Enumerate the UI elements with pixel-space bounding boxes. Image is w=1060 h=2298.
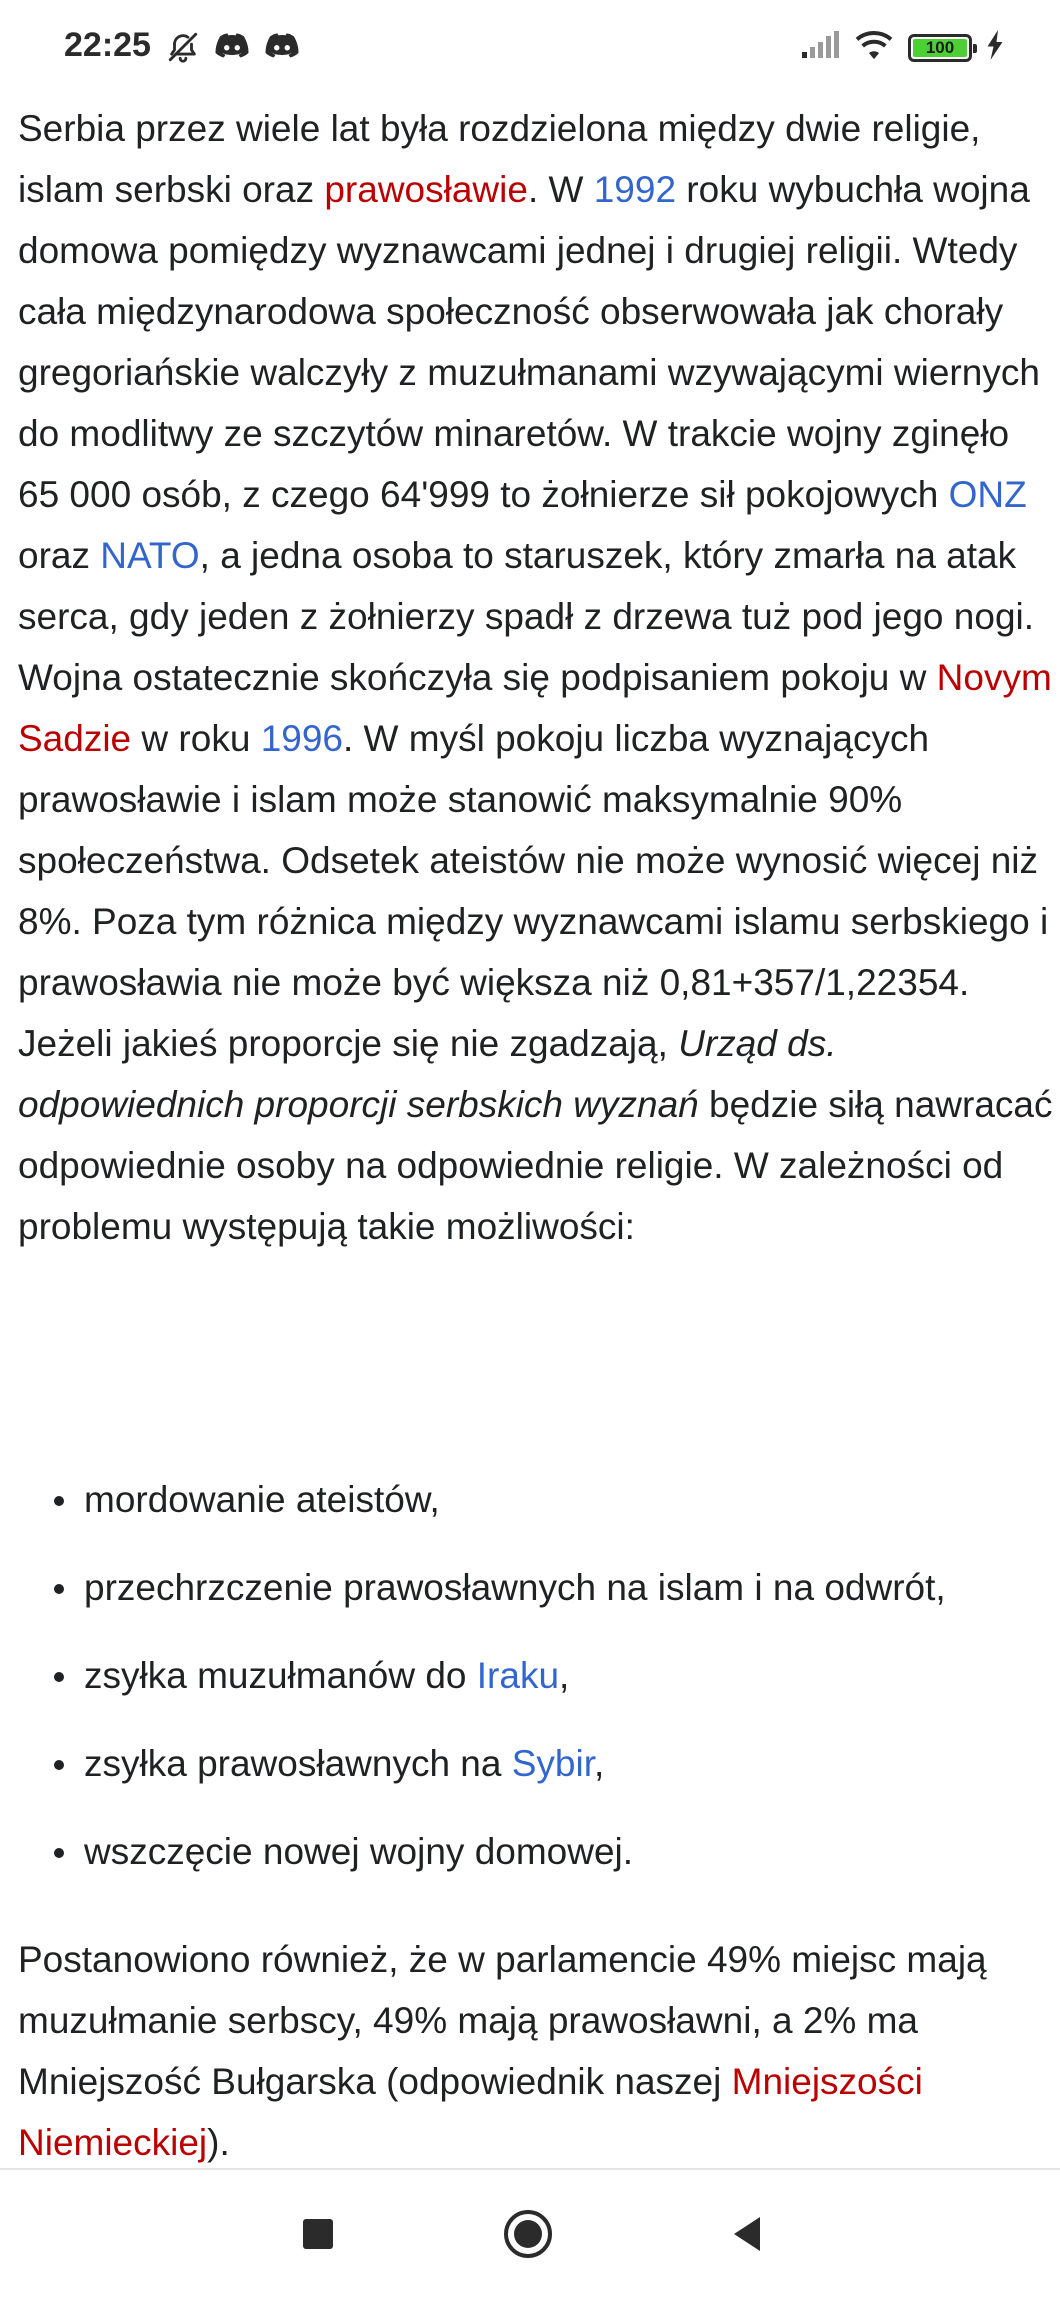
home-icon[interactable] xyxy=(502,2208,554,2265)
link-prawoslawie[interactable]: prawosławie xyxy=(324,169,528,210)
list-item xyxy=(84,1478,440,1522)
italic-office-name: Urząd ds. odpowiednich proporcji serbskich wyznań xyxy=(18,1023,837,1125)
back-icon[interactable] xyxy=(722,2208,774,2265)
paragraph-text: Postanowiono również, że w parlamencie 49% miejsc mają muzułmanie serbscy, 49% mają prawosławni, a 2% ma Mniejszość Bułgarska (odpowiednik naszej xyxy=(18,1939,987,2102)
article-body xyxy=(18,98,1054,1257)
list-item-text: przechrzczenie prawosławnych na islam i na odwrót, xyxy=(84,1567,946,1608)
article-paragraph xyxy=(18,98,1054,1257)
navigation-bar xyxy=(0,2168,1060,2298)
link-mniejszosci-niemieckiej[interactable]: Mniejszości Niemieckiej xyxy=(18,2061,923,2163)
paragraph-text: oraz xyxy=(18,535,101,576)
list-item-text: , xyxy=(559,1655,570,1696)
bell-off-icon xyxy=(166,30,200,69)
paragraph-text: ). xyxy=(207,2122,230,2163)
link-novym-sadzie[interactable]: Novym Sadzie xyxy=(18,657,1052,759)
link-onz[interactable]: ONZ xyxy=(948,474,1027,515)
paragraph-text: . W xyxy=(527,169,594,210)
system-icons xyxy=(800,30,1004,65)
discord-icon xyxy=(214,32,250,67)
link-sybir[interactable]: Sybir xyxy=(511,1743,595,1784)
list-item xyxy=(84,1830,633,1874)
battery-icon xyxy=(908,34,972,62)
battery-level: 100 xyxy=(925,37,955,57)
status-bar xyxy=(0,0,1060,96)
paragraph-text: . W myśl pokoju liczba wyznających prawosławie i islam może stanowić maksymalnie 90% społeczeństwa. Odsetek ateistów nie może wynosić więcej niż 8%. Poza tym różnica między wyznawcami islamu serbskiego i prawosławia nie może być większa niż 0,81+357/1,22354. Jeżeli jakieś proporcje się nie zgadzają, xyxy=(18,718,1049,1064)
list-item-text: wszczęcie nowej wojny domowej. xyxy=(84,1831,634,1872)
link-iraku[interactable]: Iraku xyxy=(476,1655,560,1696)
paragraph-text: w roku xyxy=(131,718,261,759)
paragraph-text: Serbia przez wiele lat była rozdzielona między dwie religie, islam serbski oraz xyxy=(18,108,981,210)
recent-apps-icon[interactable] xyxy=(292,2208,344,2265)
link-1996[interactable]: 1996 xyxy=(260,718,343,759)
list-item-text: zsyłka muzułmanów do xyxy=(84,1655,477,1696)
list-item-text: mordowanie ateistów, xyxy=(84,1479,440,1520)
article-paragraph xyxy=(18,1929,1054,2173)
list-item-text: , xyxy=(594,1743,605,1784)
wifi-icon xyxy=(854,30,894,65)
list-item xyxy=(84,1742,604,1786)
paragraph-text: będzie siłą nawracać odpowiednie osoby na odpowiednie religie. W zależności od problemu występują takie możliwości: xyxy=(18,1084,1053,1247)
notification-icons xyxy=(166,30,300,69)
list-item xyxy=(84,1654,569,1698)
charging-icon xyxy=(986,30,1004,65)
status-time: 22:25 xyxy=(64,26,151,64)
paragraph-text: roku wybuchła wojna domowa pomiędzy wyznawcami jednej i drugiej religii. Wtedy cała międzynarodowa społeczność obserwowała jak chorały gregoriańskie walczyły z muzułmanami wzywającymi wiernych do modlitwy ze szczytów minaretów. W trakcie wojny zginęło 65 000 osób, z czego 64'999 to żołnierze sił pokojowych xyxy=(18,169,1040,515)
link-nato[interactable]: NATO xyxy=(100,535,200,576)
discord-icon xyxy=(264,32,300,67)
link-1992[interactable]: 1992 xyxy=(593,169,677,210)
signal-icon xyxy=(800,30,840,65)
list-item-text: zsyłka prawosławnych na xyxy=(84,1743,512,1784)
paragraph-text: , a jedna osoba to staruszek, który zmarła na atak serca, gdy jeden z żołnierzy spadł z drzewa tuż pod jego nogi. Wojna ostatecznie skończyła się podpisaniem pokoju w xyxy=(18,535,1035,698)
list-item xyxy=(84,1566,946,1610)
article-body-continued xyxy=(18,1929,1054,2173)
